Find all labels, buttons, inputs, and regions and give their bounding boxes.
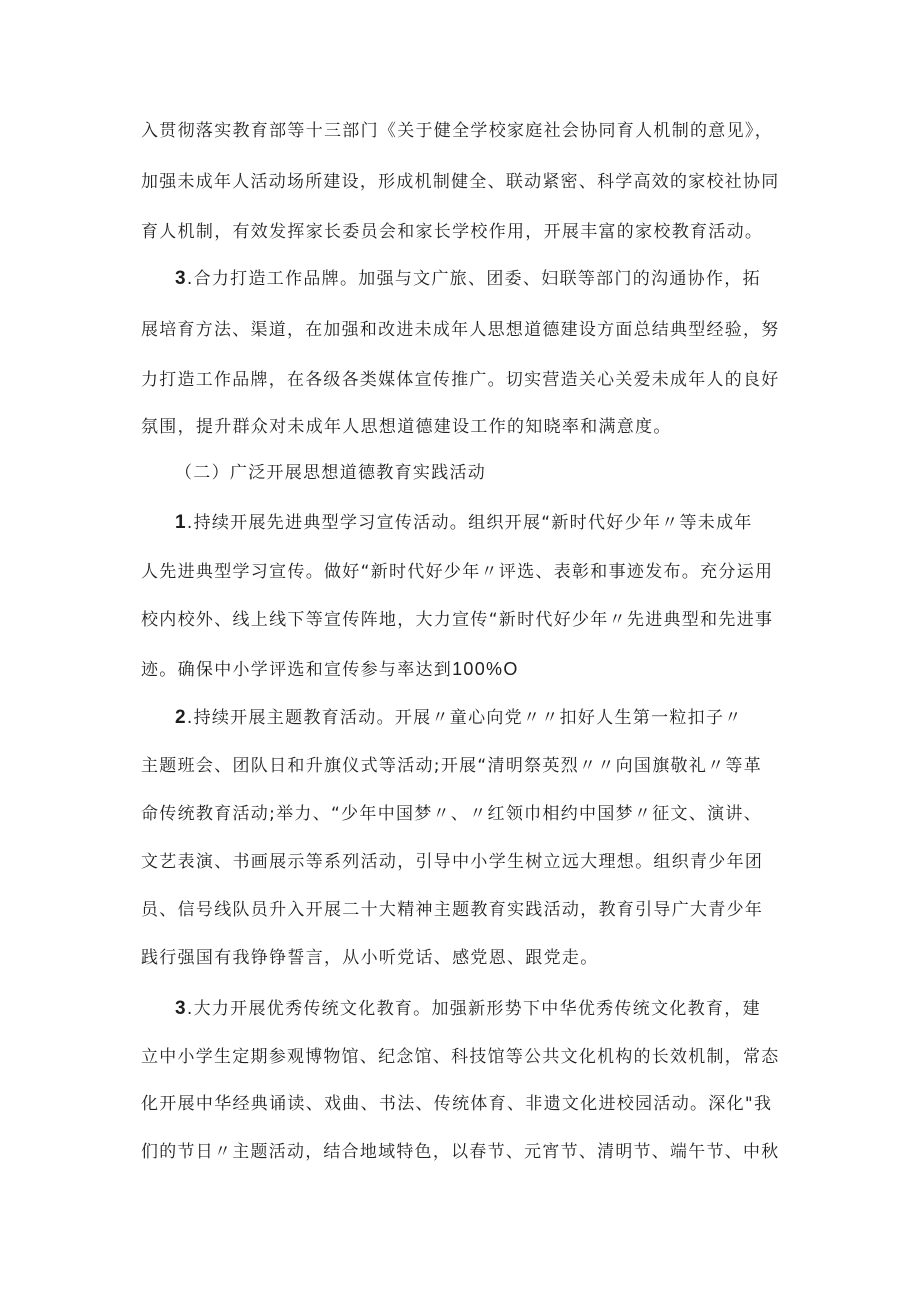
- item-text: .大力开展优秀传统文化教育。加强新形势下中华优秀传统文化教育，建: [186, 999, 761, 1019]
- item-text: .持续开展主题教育活动。开展〃童心向党〃〃扣好人生第一粒扣子〃: [186, 708, 743, 728]
- paragraph-line: 展培育方法、渠道，在加强和改进未成年人思想道德建设方面总结典型经验，努: [141, 320, 780, 340]
- paragraph-line: 力打造工作品牌，在各级各类媒体宣传推广。切实营造关心关爱未成年人的良好: [141, 370, 780, 390]
- paragraph-line: [141, 659, 519, 680]
- item-text: .持续开展先进典型学习宣传活动。组织开展“新时代好少年〃等未成年: [186, 513, 753, 533]
- paragraph-line: 员、信号线队员升入开展二十大精神主题教育实践活动，教育引导广大青少年: [141, 900, 764, 920]
- paragraph-line: 入贯彻落实教育部等十三部门《关于健全学校家庭社会协同育人机制的意见》，: [141, 121, 773, 141]
- paragraph-line: 育人机制，有效发挥家长委员会和家长学校作用，开展丰富的家校教育活动。: [141, 222, 764, 242]
- item-number: 1: [175, 512, 187, 533]
- paragraph-line: 文艺表演、书画展示等系列活动，引导中小学生树立远大理想。组织青少年团: [141, 852, 764, 872]
- item-number: 3: [175, 998, 187, 1019]
- paragraph-line: 命传统教育活动;举力、“少年中国梦〃、〃红领巾相约中国梦〃征文、演讲、: [141, 804, 763, 824]
- paragraph-line: 校内校外、线上线下等宣传阵地，大力宣传“新时代好少年〃先进典型和先进事: [141, 610, 774, 630]
- section-heading: （二）广泛开展思想道德教育实践活动: [175, 463, 487, 483]
- numbered-paragraph-line: [175, 999, 761, 1019]
- paragraph-line: 化开展中华经典诵读、戏曲、书法、传统体育、非遗文化进校园活动。深化"我: [141, 1094, 773, 1114]
- paragraph-line: 们的节日〃主题活动，结合地域特色，以春节、元宵节、清明节、端午节、中秋: [141, 1142, 780, 1162]
- numbered-paragraph-line: [175, 708, 743, 728]
- paragraph-line: 立中小学生定期参观博物馆、纪念馆、科技馆等公共文化机构的长效机制，常态: [141, 1047, 780, 1067]
- numbered-paragraph-line: [175, 269, 761, 289]
- item-text: 迹。确保中小学评选和宣传参与率达到: [141, 660, 453, 680]
- paragraph-line: 人先进典型学习宣传。做好“新时代好少年〃评选、表彰和事迹发布。充分运用: [141, 562, 774, 582]
- percentage-value: 100%O: [452, 659, 519, 679]
- paragraph-line: 氛围，提升群众对未成年人思想道德建设工作的知晓率和满意度。: [141, 417, 672, 437]
- paragraph-line: 加强未成年人活动场所建设，形成机制健全、联动紧密、科学高效的家校社协同: [141, 172, 780, 192]
- item-number: 3: [175, 268, 187, 289]
- item-text: .合力打造工作品牌。加强与文广旅、团委、妇联等部门的沟通协作，拓: [186, 269, 761, 289]
- item-number: 2: [175, 707, 187, 728]
- numbered-paragraph-line: [175, 513, 753, 533]
- paragraph-line: 践行强国有我铮铮誓言，从小听党话、感党恩、跟党走。: [141, 948, 599, 968]
- paragraph-line: 主题班会、团队日和升旗仪式等活动;开展“清明祭英烈〃〃向国旗敬礼〃等革: [141, 756, 763, 776]
